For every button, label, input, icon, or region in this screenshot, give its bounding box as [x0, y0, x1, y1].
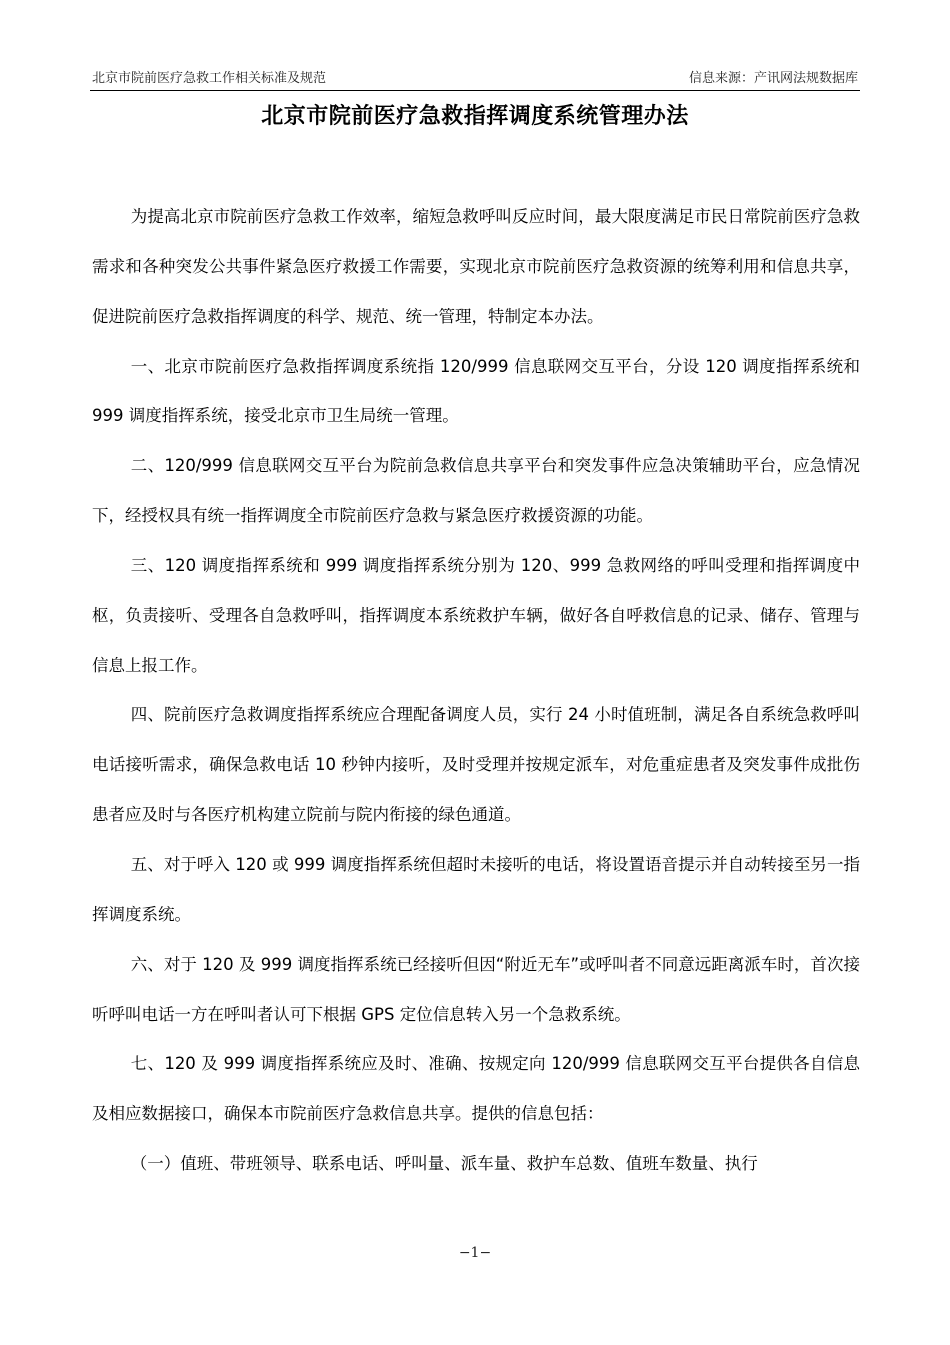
running-header-source: 信息来源：产讯网法规数据库: [688, 71, 858, 86]
paragraph-article-1: 一、北京市院前医疗急救指挥调度系统指 120/999 信息联网交互平台，分设 120 调度指挥系统和 999 调度指挥系统，接受北京市卫生局统一管理。: [92, 356, 860, 426]
paragraph-preamble: 为提高北京市院前医疗急救工作效率，缩短急救呼叫反应时间，最大限度满足市民日常院前医疗急救需求和各种突发公共事件紧急医疗救援工作需要，实现北京市院前医疗急救资源的统筹利用和信息共享，促进院前医疗急救指挥调度的科学、规范、统一管理，特制定本办法。: [92, 207, 860, 326]
document-title: 北京市院前医疗急救指挥调度系统管理办法: [261, 104, 689, 129]
paragraph-item-1: （一）值班、带班领导、联系电话、呼叫量、派车量、救护车总数、值班车数量、执行: [130, 1154, 758, 1174]
page-number: −1−: [458, 1245, 492, 1261]
header-divider: [90, 90, 860, 91]
paragraph-article-5: 五、对于呼入 120 或 999 调度指挥系统但超时未接听的电话，将设置语音提示并自动转接至另一指挥调度系统。: [92, 854, 860, 924]
paragraph-article-4: 四、院前医疗急救调度指挥系统应合理配备调度人员，实行 24 小时值班制，满足各自系统急救呼叫电话接听需求，确保急救电话 10 秒钟内接听，及时受理并按规定派车，对危重症患者及突发事件成批伤患者应及时与各医疗机构建立院前与院内衔接的绿色通道。: [92, 705, 860, 825]
paragraph-article-6: 六、对于 120 及 999 调度指挥系统已经接听但因“附近无车”或呼叫者不同意远距离派车时，首次接听呼叫电话一方在呼叫者认可下根据 GPS 定位信息转入另一个急救系统。: [92, 954, 860, 1024]
paragraph-article-2: 二、120/999 信息联网交互平台为院前急救信息共享平台和突发事件应急决策辅助平台，应急情况下，经授权具有统一指挥调度全市院前医疗急救与紧急医疗救援资源的功能。: [92, 456, 860, 526]
paragraph-article-7: 七、120 及 999 调度指挥系统应及时、准确、按规定向 120/999 信息联网交互平台提供各自信息及相应数据接口，确保本市院前医疗急救信息共享。提供的信息包括：: [92, 1054, 860, 1124]
paragraph-article-3: 三、120 调度指挥系统和 999 调度指挥系统分别为 120、999 急救网络的呼叫受理和指挥调度中枢，负责接听、受理各自急救呼叫，指挥调度本系统救护车辆，做好各自呼救信息的记录、储存、管理与信息上报工作。: [92, 555, 860, 675]
running-header-title: 北京市院前医疗急救工作相关标准及规范: [92, 71, 327, 86]
document-body: [92, 192, 860, 1189]
